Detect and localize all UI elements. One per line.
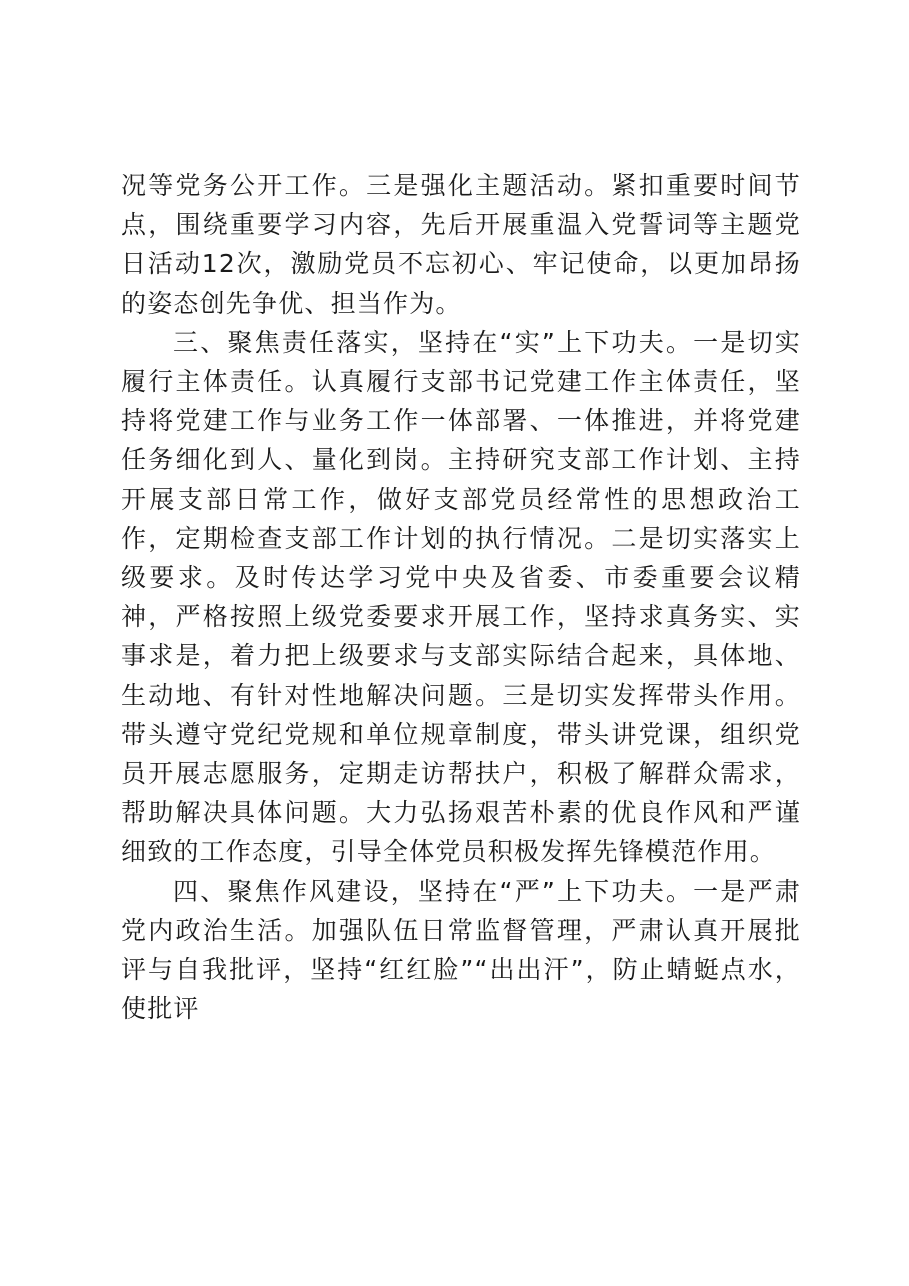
paragraph-section-three: 三、聚焦责任落实，坚持在“实”上下功夫。一是切实履行主体责任。认真履行支部书记党建工作主体责任，坚持将党建工作与业务工作一体部署、一体推进，并将党建任务细化到人、量化到岗。主持研究支部工作计划、主持开展支部日常工作，做好支部党员经常性的思想政治工作，定期检查支部工作计划的执行情况。二是切实落实上级要求。及时传达学习党中央及省委、市委重要会议精神，严格按照上级党委要求开展工作，坚持求真务实、实事求是，着力把上级要求与支部实际结合起来，具体地、生动地、有针对性地解决问题。三是切实发挥带头作用。带头遵守党纪党规和单位规章制度，带头讲党课，组织党员开展志愿服务，定期走访帮扶户，积极了解群众需求，帮助解决具体问题。大力弘扬艰苦朴素的优良作风和严谨细致的工作态度，引导全体党员积极发挥先锋模范作用。 bbox=[121, 327, 801, 867]
paragraph-section-four: 四、聚焦作风建设，坚持在“严”上下功夫。一是严肃党内政治生活。加强队伍日常监督管理，严肃认真开展批评与自我批评，坚持“红红脸”“出出汗”，防止蜻蜓点水，使批评 bbox=[121, 876, 801, 1024]
paragraph-continuation: 况等党务公开工作。三是强化主题活动。紧扣重要时间节点，围绕重要学习内容，先后开展重温入党誓词等主题党日活动12次，激励党员不忘初心、牢记使命，以更加昂扬的姿态创先争优、担当作为。 bbox=[121, 171, 801, 318]
document-body bbox=[121, 166, 801, 1028]
